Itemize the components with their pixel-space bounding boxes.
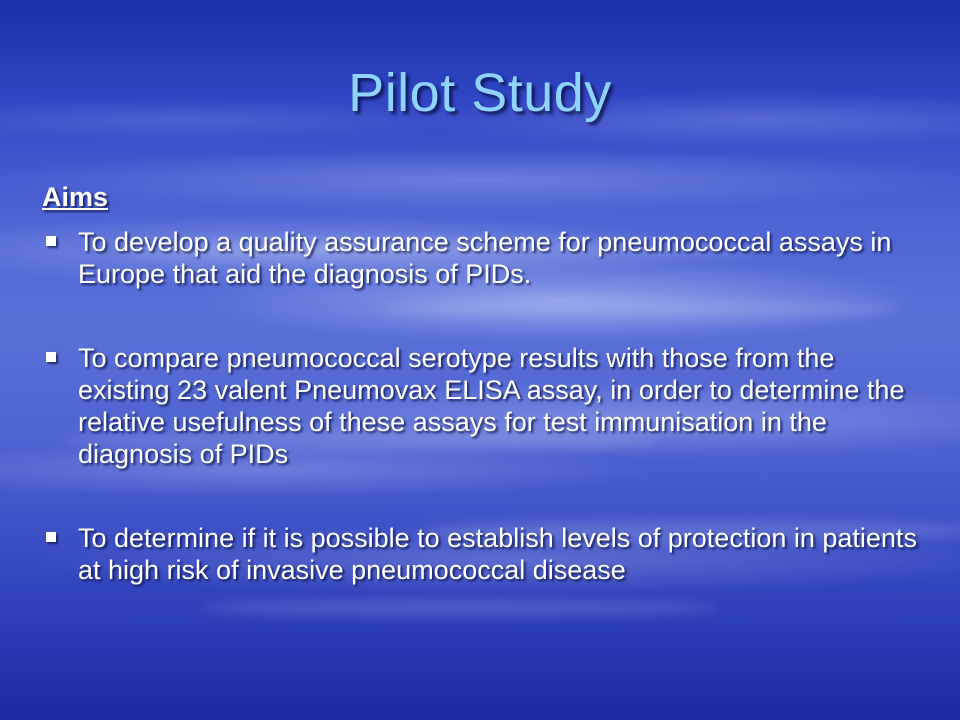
square-bullet-icon xyxy=(46,236,56,246)
slide-title: Pilot Study xyxy=(348,63,612,123)
bullet-text: To determine if it is possible to establish levels of protection in patients at high risk of invasive pneumococcal disease xyxy=(78,523,917,585)
section-heading: Aims xyxy=(42,182,109,212)
list-item xyxy=(42,522,932,586)
square-bullet-icon xyxy=(46,532,56,542)
slide-content xyxy=(42,180,932,638)
list-item xyxy=(42,226,932,290)
list-item xyxy=(42,342,932,470)
bullet-list xyxy=(42,226,932,586)
square-bullet-icon xyxy=(46,352,56,362)
bullet-text: To develop a quality assurance scheme for pneumococcal assays in Europe that aid the diagnosis of PIDs. xyxy=(78,227,892,289)
bullet-text: To compare pneumococcal serotype results with those from the existing 23 valent Pneumovax ELISA assay, in order to determine the relative usefulness of these assays for test immunisation in the diagnosis of PIDs xyxy=(78,343,905,469)
